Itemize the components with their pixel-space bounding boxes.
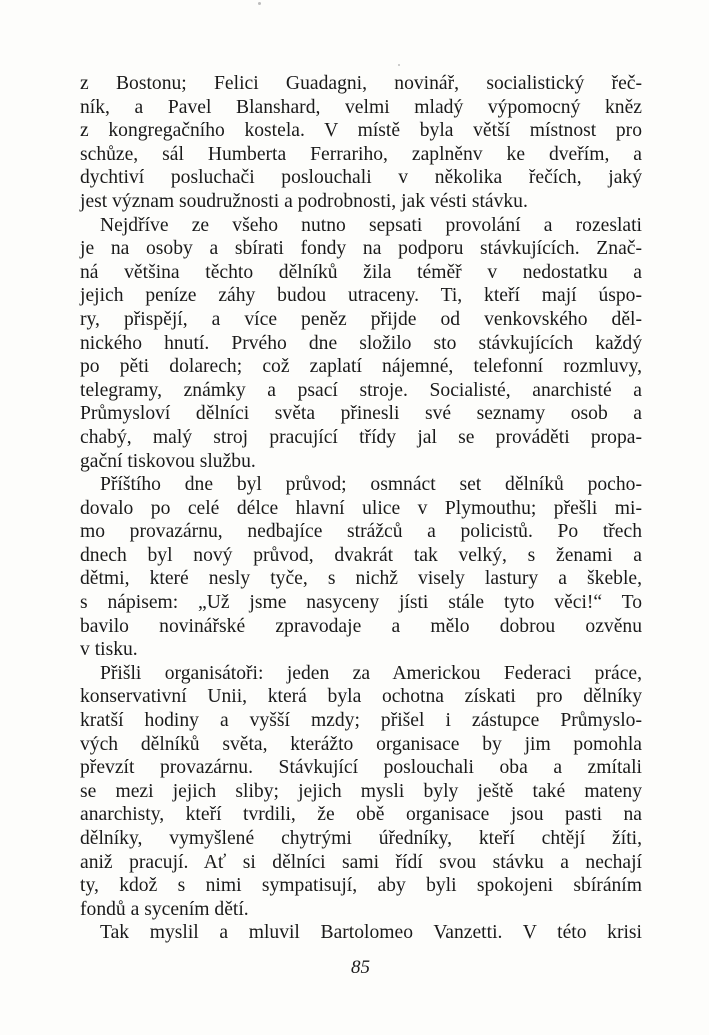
text-line: dovalo po celé délce hlavní ulice v Plymouthu; přešli mi- <box>80 497 642 519</box>
text-line: jejich peníze záhy budou utraceny. Ti, kteří mají úspo- <box>80 285 642 307</box>
text-line: fondů a sycením dětí. <box>80 898 249 920</box>
text-line: kratší hodiny a vyšší mzdy; přišel i zástupce Průmyslo- <box>80 710 642 732</box>
text-line: jest význam soudružnosti a podrobnosti, jak vésti stávku. <box>80 190 528 212</box>
paragraph <box>80 72 642 214</box>
text-line: z kongregačního kostela. V místě byla větší místnost pro <box>80 120 642 142</box>
paragraph <box>80 662 642 922</box>
text-line: dělníky, vymyšlené chytrými úředníky, kteří chtějí žíti, <box>80 828 642 849</box>
text-line: z Bostonu; Felici Guadagni, novinář, socialistický řeč- <box>80 73 642 94</box>
text-line: Nejdříve ze všeho nutno sepsati provolání a rozeslati <box>100 214 642 236</box>
text-line: s nápisem: „Už jsme nasyceny jísti stále tyto věci!“ To <box>80 592 642 614</box>
paper-speck <box>258 2 261 5</box>
text-line: anarchisty, kteří tvrdili, že obě organisace jsou pasti na <box>80 804 642 826</box>
text-line: Průmysloví dělníci světa přinesli své seznamy osob a <box>80 403 642 425</box>
text-line: vých dělníků světa, kterážto organisace by jim pomohla <box>80 733 642 755</box>
paper-speck <box>398 64 400 66</box>
text-line: aniž pracují. Ať si dělníci sami řídí svou stávku a nechají <box>80 851 642 873</box>
text-line: ry, přispějí, a více peněz přijde od venkovského děl- <box>80 308 642 330</box>
paragraph <box>80 214 642 474</box>
text-line: schůze, sál Humberta Ferrariho, zaplněnv ke dveřím, a <box>80 143 642 165</box>
text-line: konservativní Unii, která byla ochotna získati pro dělníky <box>80 686 642 708</box>
text-line: ník, a Pavel Blanshard, velmi mladý výpomocný kněz <box>80 96 642 118</box>
text-line: po pěti dolarech; což zaplatí nájemné, telefonní rozmluvy, <box>80 356 642 378</box>
text-line: se mezi jejich sliby; jejich mysli byly ještě také mateny <box>80 780 642 802</box>
paragraph <box>80 921 642 945</box>
text-line: v tisku. <box>80 639 138 661</box>
text-line: dětmi, které nesly tyče, s nichž visely lastury a škeble, <box>80 568 642 590</box>
text-line: je na osoby a sbírati fondy na podporu stávkujících. Znač- <box>80 238 642 260</box>
text-line: Přišli organisátoři: jeden za Americkou Federaci práce, <box>100 662 642 684</box>
text-line: telegramy, známky a psací stroje. Socialisté, anarchisté a <box>80 379 642 401</box>
page-number: 85 <box>351 957 370 978</box>
text-line: ná většina těchto dělníků žila téměř v nedostatku a <box>80 261 642 283</box>
text-line: Tak myslil a mluvil Bartolomeo Vanzetti. V této krisi <box>100 922 642 944</box>
text-line: mo provazárnu, nedbajíce strážců a policistů. Po třech <box>80 521 642 543</box>
text-line: bavilo novinářské zpravodaje a mělo dobrou ozvěnu <box>80 615 642 637</box>
text-line: gační tiskovou službu. <box>80 450 256 472</box>
body-text <box>80 72 642 945</box>
text-line: nického hnutí. Prvého dne složilo sto stávkujících každý <box>80 332 642 354</box>
text-line: chabý, malý stroj pracující třídy jal se prováděti propa- <box>80 426 642 448</box>
text-line: Příštího dne byl průvod; osmnáct set dělníků pocho- <box>100 474 642 496</box>
text-line: dychtiví posluchači poslouchali v několika řečích, jaký <box>80 167 642 189</box>
paragraph <box>80 473 642 662</box>
text-line: ty, kdož s nimi sympatisují, aby byli spokojeni sbíráním <box>80 875 642 897</box>
text-line: převzít provazárnu. Stávkující poslouchali oba a zmítali <box>80 757 642 779</box>
text-line: dnech byl nový průvod, dvakrát tak velký, s ženami a <box>80 544 642 566</box>
